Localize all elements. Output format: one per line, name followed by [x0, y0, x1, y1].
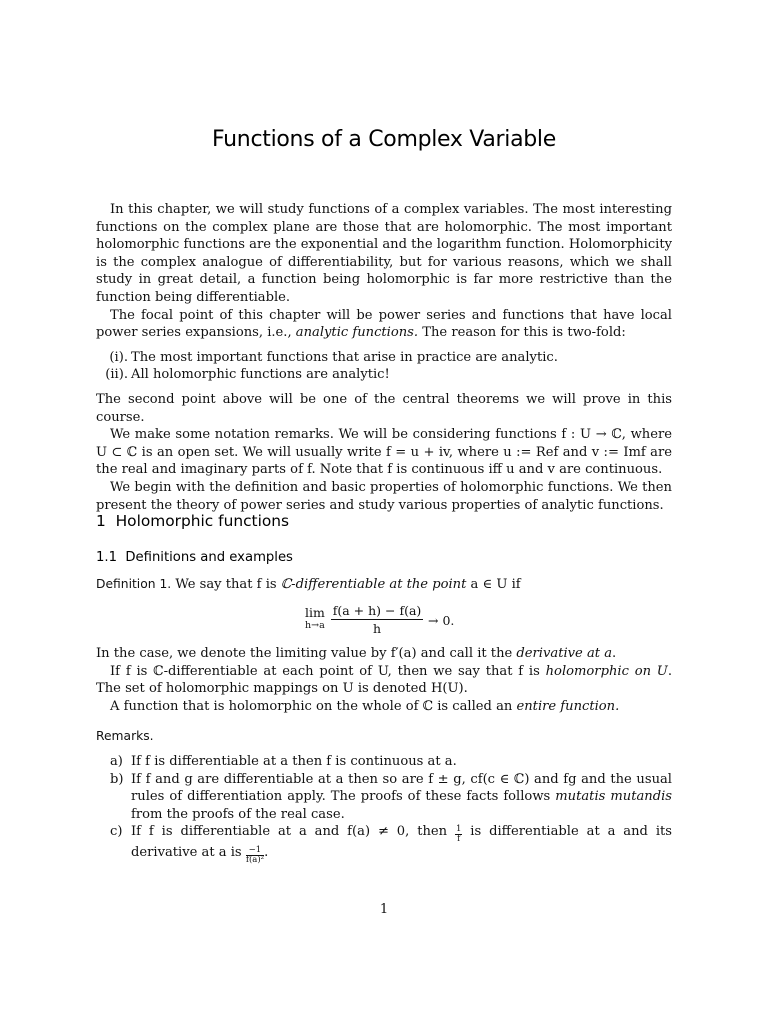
- text: are continuous.: [554, 462, 663, 478]
- math: f = u + iv: [386, 444, 449, 460]
- text: and call it the: [416, 646, 517, 661]
- denominator: h: [372, 621, 382, 636]
- math: U: [377, 663, 388, 679]
- list-item: [96, 771, 672, 824]
- text: A function that is holomorphic on the whole of ℂ is called an: [110, 698, 517, 714]
- math: f: [387, 462, 393, 478]
- math: f: [307, 462, 312, 478]
- fraction-numerator: −1: [246, 846, 264, 856]
- lim-subscript: h→a: [305, 620, 325, 631]
- list-marker: b): [110, 771, 124, 787]
- math: u: [506, 462, 515, 478]
- math: f : U → ℂ: [561, 427, 622, 443]
- list-item-text: If f is differentiable at a and f(a) ≠ 0, then: [131, 824, 455, 840]
- math: f′(a): [390, 646, 417, 661]
- list-item: [96, 366, 672, 384]
- section-heading: [96, 513, 672, 531]
- emphasis: holomorphic on U: [545, 663, 668, 679]
- emphasis: derivative at a: [516, 646, 612, 661]
- text: If: [110, 663, 126, 679]
- remarks: [96, 753, 672, 865]
- display-equation: [96, 602, 672, 642]
- emphasis: ℂ-differentiable at the point: [280, 577, 467, 592]
- text: We say that: [171, 577, 257, 592]
- list-item-text: The most important functions that arise in practice are analytic.: [131, 349, 558, 365]
- emphasis: entire function.: [516, 698, 620, 714]
- math: a ∈ U: [470, 577, 508, 592]
- subsection-heading: [96, 549, 672, 567]
- list-item-text: is differentiable at a and its derivative at a is: [131, 824, 672, 861]
- text: . The set of holomorphic mappings on: [96, 663, 672, 697]
- reasons-list: [96, 349, 672, 384]
- math: U: [342, 681, 354, 697]
- math: v: [547, 462, 555, 478]
- limit-operator: [305, 606, 325, 632]
- fraction-denominator: f(a)²: [245, 855, 265, 866]
- text: In the case, we denote the limiting value by: [96, 646, 391, 661]
- list-marker: (i).: [109, 349, 128, 365]
- intro-paragraph-4: [96, 426, 672, 479]
- math: f: [125, 663, 131, 679]
- math: u := Ref: [503, 444, 559, 460]
- text: is denoted: [353, 681, 431, 697]
- list-item-text: All holomorphic functions are analytic!: [131, 367, 390, 383]
- list-item-text: If f and g are differentiable at a then so are f ± g, cf(c ∈ ℂ) and fg and the usual rules of differentiation apply. The proofs of these facts follows: [131, 771, 672, 805]
- fraction-numerator: 1: [455, 824, 462, 835]
- text: , where: [448, 444, 504, 460]
- definition-text: [96, 576, 672, 594]
- text: and: [514, 462, 548, 478]
- page-title: Functions of a Complex Variable: [212, 127, 556, 152]
- text: if: [507, 577, 521, 592]
- list-item: [96, 753, 672, 771]
- text: The focal point of this chapter will be power series and functions that have local power series expansions, i.e.,: [96, 307, 672, 341]
- list-marker: a): [110, 754, 123, 769]
- list-item-text: If f is differentiable at a then f is continuous at a.: [131, 754, 457, 769]
- fraction-denominator: f: [457, 834, 461, 845]
- remarks-list: [96, 753, 672, 865]
- intro-paragraph-2: [96, 307, 672, 342]
- list-marker: (ii).: [105, 367, 128, 383]
- text: and: [558, 444, 592, 460]
- math: H(U): [430, 681, 464, 697]
- math: v := Imf: [591, 444, 646, 460]
- section-title: Holomorphic functions: [115, 512, 290, 530]
- lim-text: lim: [305, 605, 325, 620]
- inline-fraction: [246, 846, 264, 865]
- text: .: [612, 646, 617, 661]
- text: is an open set. We will usually write: [137, 444, 387, 460]
- text: We make some notation remarks. We will be considering functions: [110, 427, 562, 443]
- list-marker: c): [110, 824, 123, 840]
- text: .: [463, 681, 468, 697]
- difference-quotient: [331, 602, 423, 637]
- text: The reason for this is two-fold:: [418, 325, 626, 341]
- text: , where: [621, 427, 672, 443]
- post-definition: [96, 645, 672, 715]
- definition: [96, 576, 672, 594]
- text: . Note that: [311, 462, 388, 478]
- emphasis-mutatis-mutandis: mutatis mutandis: [555, 789, 673, 805]
- emphasis-analytic-functions: analytic functions.: [295, 325, 419, 341]
- subsection-title: Definitions and examples: [125, 550, 293, 565]
- section-number: 1: [96, 512, 106, 530]
- text: , then we say that: [387, 663, 519, 679]
- remarks-label: Remarks.: [96, 729, 154, 743]
- list-item-text: from the proofs of the real case.: [131, 806, 345, 822]
- text: is: [261, 577, 281, 592]
- intro: [96, 201, 672, 514]
- intro-paragraph-5: We begin with the definition and basic properties of holomorphic functions. We then present the theory of power series and study various properties of analytic functions.: [96, 479, 672, 513]
- text: is: [523, 663, 546, 679]
- numerator: f(a + h) − f(a): [332, 603, 422, 618]
- entire-function-paragraph: [96, 698, 672, 716]
- derivative-paragraph: [96, 645, 672, 663]
- text: is ℂ-differentiable at each point of: [130, 663, 378, 679]
- subsection-number: 1.1: [96, 550, 117, 565]
- text: is continuous iff: [392, 462, 507, 478]
- list-item: [96, 349, 672, 367]
- list-item: [96, 823, 672, 865]
- limit-result: → 0.: [428, 613, 455, 628]
- list-item-text: .: [264, 845, 269, 861]
- intro-paragraph-3: The second point above will be one of the central theorems we will prove in this course.: [96, 391, 672, 425]
- intro-paragraph-1: In this chapter, we will study functions of a complex variables. The most interesting functions on the complex plane are those that are holomorphic. The most important holomorphic functions are the exponential and the logarithm function. Holomorphicity is the complex analogue of differentiability, but for various reasons, which we shall study in great detail, a function being holomorphic is far more restrictive than the function being differentiable.: [96, 202, 672, 305]
- math: f: [256, 577, 262, 592]
- definition-label: Definition 1.: [96, 577, 172, 591]
- holomorphic-paragraph: [96, 663, 672, 698]
- math: U ⊂ ℂ: [96, 444, 138, 460]
- text: are the real and imaginary parts of: [96, 444, 672, 478]
- page-number: 1: [379, 902, 389, 917]
- math: f: [518, 663, 524, 679]
